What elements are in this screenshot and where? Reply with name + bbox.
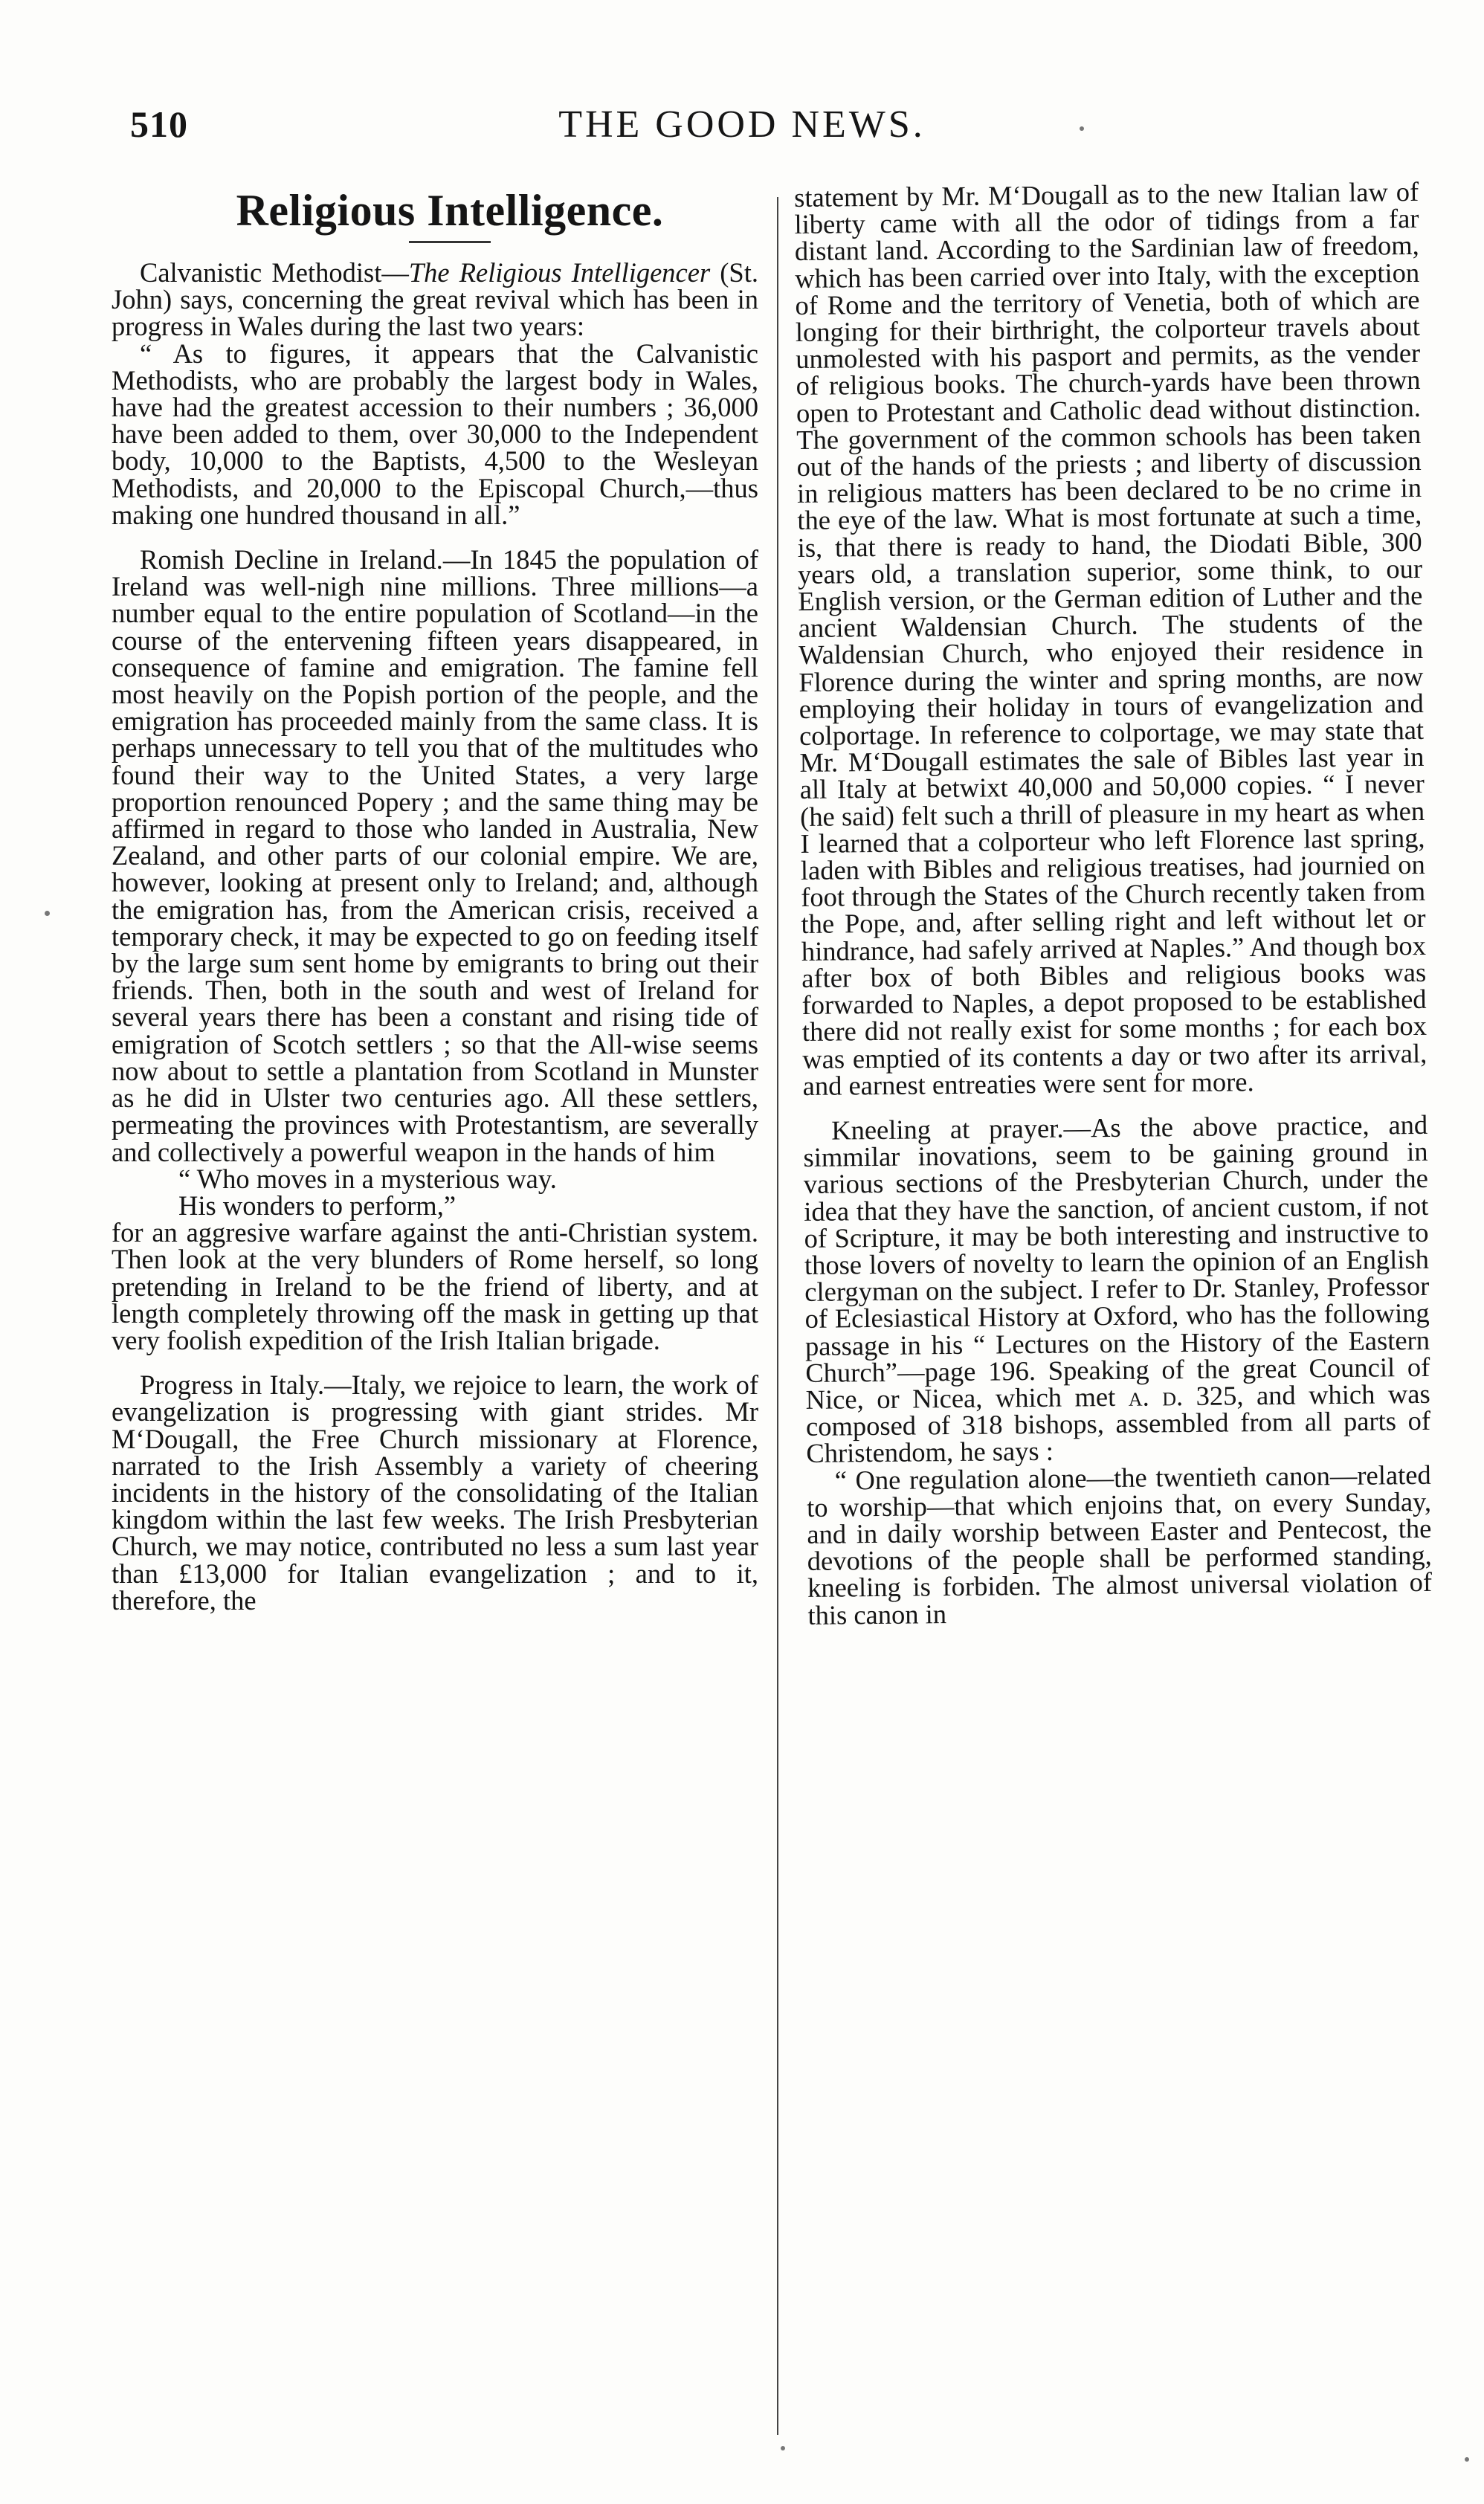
- running-head: [0, 103, 1484, 155]
- article-kneeling-at-prayer: [803, 1111, 1430, 1468]
- column-rule: [777, 197, 778, 2435]
- run-in-heading: Progress in Italy.: [140, 1369, 325, 1401]
- hymn-line: His wonders to perform,”: [178, 1190, 457, 1221]
- hymn-quotation: [178, 1163, 758, 1221]
- era-abbreviation: a. d.: [1128, 1380, 1184, 1412]
- page-number: 510: [130, 103, 188, 145]
- article-text: 325, and which was composed of 318 bishops, assembled from all parts of Christendom, he says :: [805, 1378, 1431, 1469]
- article-romish-decline: [112, 546, 758, 1166]
- print-speck: [1465, 2457, 1469, 2462]
- article-text: —As the above practice, and simmilar inovations, seem to be gaining ground in various sections of the Presbyterian Church, under the idea that they have the sanction, of ancient custom, if not of Scripture, it may be both interesting and instructive to those lovers of novelty to learn the opinion of an English clergyman on the subject. I refer to Dr. Stanley, Professor of Eclesiastical History at Oxford, who has the following passage in his “ Lectures on the History of the Eastern Church”—page 196. Speaking of the great Council of Nice, or Nicea, which met: [803, 1109, 1430, 1415]
- print-speck: [781, 2446, 785, 2450]
- right-column: [793, 175, 1433, 1630]
- article-text: —In 1845 the population of Ireland was well-nigh nine millions. Three millions—a number equal to the entire population of Scotland—in the course of the entervening fifteen years disappeared, in consequence of famine and emigration. The famine fell most heavily on the Popish portion of the people, and the emigration has proceeded mainly from the same class. It is perhaps unnecessary to tell you that of the multitudes who found their way to the United States, a very large proportion renounced Popery ; and the same thing may be affirmed in regard to those who landed in Australia, New Zealand, and other parts of our colonial empire. We are, however, looking at present only to Ireland; and, although the emigration has, from the American crisis, received a temporary check, it may be expected to go on feeding itself by the large sum sent home by emigrants to bring out their friends. Then, both in the south and west of Ireland for several years there has been a constant and rising tide of emigration of Scotch settlers ; so that the All-wise seems now about to settle a plantation from Scotland in Munster as he did in Ulster two centuries ago. All these settlers, permeating the provinces with Protestantism, are severally and collectively a powerful weapon in the hands of him: [112, 544, 758, 1167]
- print-speck: [1080, 126, 1084, 131]
- run-in-heading: Kneeling at prayer.: [831, 1112, 1064, 1146]
- run-in-heading: Romish Decline in Ireland.: [140, 544, 443, 575]
- article-quote-canon: “ One regulation alone—the twentieth canon—related to worship—that which enjoins that, on every Sunday, and in daily worship between Easter and Pentecost, the devotions of the people shall be performed standing, kneeling is forbiden. The almost universal violation of this canon in: [806, 1459, 1433, 1630]
- print-speck: [45, 911, 50, 916]
- article-quote-figures: “ As to figures, it appears that the Calvanistic Methodists, who are probably the largest body in Wales, have had the greatest accession to their numbers ; 36,000 have been added to them, over 30,000 to the Independent body, 10,000 to the Baptists, 4,500 to the Wesleyan Methodists, and 20,000 to the Episcopal Church,—thus making one hundred thousand in all.”: [112, 338, 758, 530]
- run-in-heading: Calvanistic Methodist—: [140, 257, 409, 288]
- left-column: [112, 184, 758, 1614]
- section-heading: Religious Intelligence.: [236, 186, 664, 235]
- running-title: THE GOOD NEWS.: [558, 103, 926, 146]
- article-italy-continued: statement by Mr. M‘Dougall as to the new Italian law of liberty came with all the odor of tidings from a far distant land. According to the Sardinian law of freedom, which has been carried over into Italy, with the exception of Rome and the territory of Venetia, both of which are longing for their birthright, the colporteur travels about unmolested with his pasport and permits, as the vender of religious books. The church-yards have been thrown open to Protestant and Catholic dead without distinction. The government of the common schools has been taken out of the hands of the priests ; and liberty of discussion in religious matters has been declared to be no crime in the eye of the law. What is most fortunate at such a time, is, that there is ready to hand, the Diodati Bible, 300 years old, a translation superior, some think, to our English version, or the German edition of Luther and the ancient Waldensian Church. The students of the Waldensian Church, who enjoyed their residence in Florence during the winter and spring months, are now employing their holiday in tours of evangelization and colportage. In reference to colportage, we may state that Mr. M‘Dougall estimates the sale of Bibles last year in all Italy at betwixt 40,000 and 50,000 copies. “ I never (he said) felt such a thrill of pleasure in my heart as when I learned that a colporteur who left Florence last spring, laden with Bibles and religious treatises, had journied on foot through the States of the Church recently taken from the Pope, and, after selling right and left without let or hindrance, had safely arrived at Naples.” And though box after box of both Bibles and religious books was forwarded to Naples, a depot proposed to be established there did not really exist for some months ; for each box was emptied of its contents a day or two after its arrival, and earnest entreaties were sent for more.: [793, 175, 1427, 1101]
- article-text: (St. John) says, concerning the great revival which has been in progress in Wales during the last two years:: [112, 257, 758, 342]
- article-text: —Italy, we rejoice to learn, the work of evangelization is progressing with giant strides. Mr M‘Dougall, the Free Church missionary at Florence, narrated to the Irish Assembly a variety of cheering incidents in the history of the consolidating of the Italian kingdom within the last few weeks. The Irish Presbyterian Church, we may notice, contributed no less a sum last year than £13,000 for Italian evangelization ; and to it, therefore, the: [112, 1369, 758, 1616]
- article-continuation: for an aggresive warfare against the anti-Christian system. Then look at the very blunders of Rome herself, so long pretending in Ireland to be the friend of liberty, and at length completely throwing off the mask in getting up that very foolish expedition of the Irish Italian brigade.: [112, 1217, 758, 1355]
- heading-rule: [409, 241, 491, 243]
- source-title: The Religious Intelligencer: [408, 257, 711, 288]
- article-progress-in-italy: [112, 1369, 758, 1616]
- article-calvanistic-methodist: [112, 259, 758, 341]
- hymn-line: “ Who moves in a mysterious way.: [178, 1163, 557, 1194]
